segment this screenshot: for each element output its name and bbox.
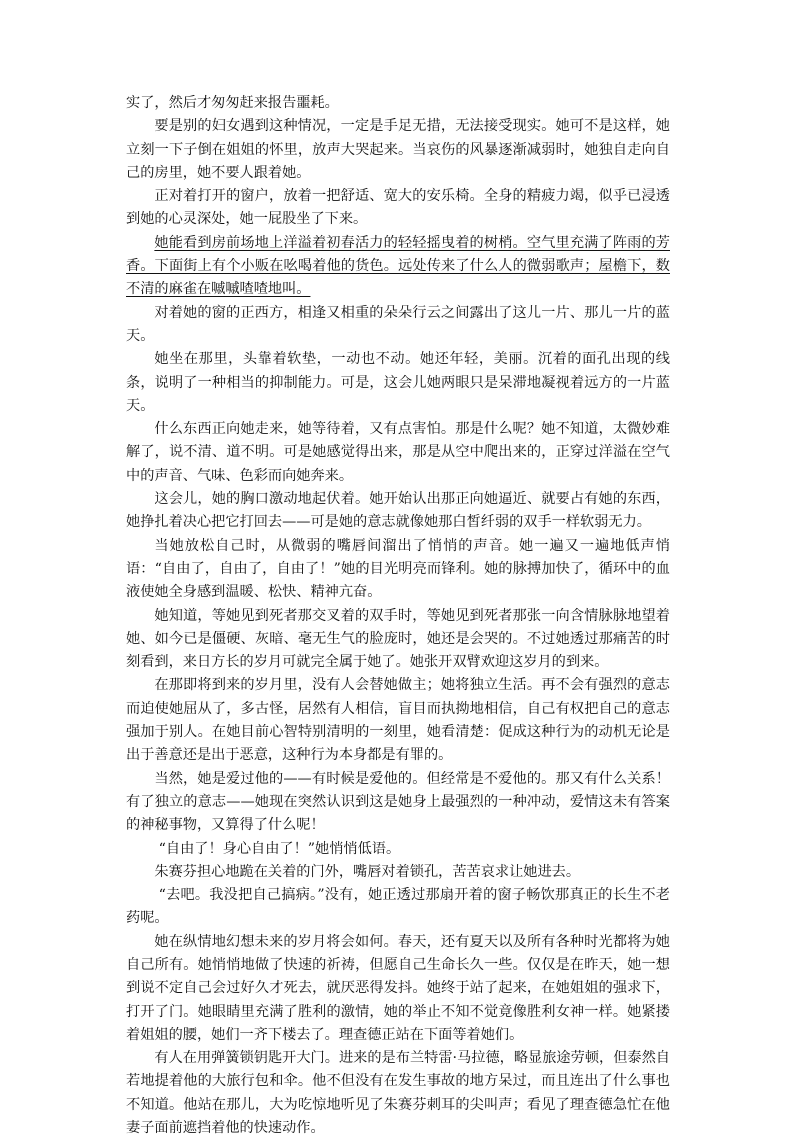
paragraph-4-underlined: 她能看到房前场地上洋溢着初春活力的轻轻摇曳着的树梢。空气里充满了阵雨的芳香。下面街上有个小贩在吆喝着他的货色。远处传来了什么人的微弱歌声；屋檐下，数不清的麻雀在嘁嘁喳喳地叫。 [126, 234, 670, 298]
paragraph-16: 她在纵情地幻想未来的岁月将会如何。春天，还有夏天以及所有各种时光都将为她自己所有。她悄悄地做了快速的祈祷，但愿自己生命长久一些。仅仅是在昨天，她一想到说不定自己会过好久才死去，就厌恶得发抖。她终于站了起来，在她姐姐的强求下，打开了门。她眼睛里充满了胜利的激情，她的举止不知不觉竟像胜利女神一样。她紧搂着姐姐的腰，她们一齐下楼去了。理查德正站在下面等着她们。 [126, 933, 670, 1043]
paragraph-6: 她坐在那里，头靠着软垫，一动也不动。她还年轻，美丽。沉着的面孔出现的线条，说明了一种相当的抑制能力。可是，这会儿她两眼只是呆滞地凝视着远方的一片蓝天。 [126, 351, 670, 414]
paragraph-8: 这会儿，她的胸口激动地起伏着。她开始认出那正向她逼近、就要占有她的东西，她挣扎着决心把它打回去——可是她的意志就像她那白皙纤弱的双手一样软弱无力。 [126, 491, 670, 531]
paragraph-13: “自由了！身心自由了！”她悄悄低语。 [158, 840, 401, 857]
paragraph-17: 有人在用弹簧锁钥匙开大门。进来的是布兰特雷·马拉德，略显旅途劳顿，但泰然自若地提着他的大旅行包和伞。他不但没有在发生事故的地方呆过，而且连出了什么事也不知道。他站在那儿，大为吃惊地听见了朱赛芬刺耳的尖叫声；看见了理查德急忙在他妻子面前遮挡着他的快速动作。 [126, 1050, 670, 1137]
paragraph-2: 要是别的妇女遇到这种情况，一定是手足无措，无法接受现实。她可不是这样，她立刻一下子倒在姐姐的怀里，放声大哭起来。当哀伤的风暴逐渐减弱时，她独自走向自己的房里，她不要人跟着她。 [126, 118, 670, 181]
paragraph-5: 对着她的窗的正西方，相逢又相重的朵朵行云之间露出了这儿一片、那儿一片的蓝天。 [126, 304, 670, 344]
paragraph-15: “去吧。我没把自己搞病。”没有，她正透过那扇开着的窗子畅饮那真正的长生不老药呢。 [126, 887, 670, 927]
paragraph-10: 她知道，等她见到死者那交叉着的双手时，等她见到死者那张一向含情脉脉地望着她、如今已是僵硬、灰暗、毫无生气的脸庞时，她还是会哭的。不过她透过那痛苦的时刻看到，来日方长的岁月可就完全属于她了。她张开双臂欢迎这岁月的到来。 [126, 607, 670, 671]
paragraph-3: 正对着打开的窗户，放着一把舒适、宽大的安乐椅。全身的精疲力竭，似乎已浸透到她的心灵深处，她一屁股坐了下来。 [126, 188, 670, 228]
paragraph-7: 什么东西正向她走来，她等待着，又有点害怕。那是什么呢？她不知道，太微妙难解了，说不清、道不明。可是她感觉得出来，那是从空中爬出来的，正穿过洋溢在空气中的声音、气味、色彩而向她奔来。 [126, 421, 670, 484]
paragraph-12: 当然，她是爱过他的——有时候是爱他的。但经常是不爱他的。那又有什么关系！有了独立的意志——她现在突然认识到这是她身上最强烈的一种冲动，爱情这未有答案的神秘事物，又算得了什么呢！ [126, 770, 670, 834]
paragraph-14: 朱赛芬担心地跪在关着的门外，嘴唇对着锁孔，苦苦哀求让她进去。 [154, 863, 581, 880]
paragraph-1: 实了，然后才匆匆赶来报告噩耗。 [126, 95, 339, 111]
paragraph-11: 在那即将到来的岁月里，没有人会替她做主；她将独立生活。再不会有强烈的意志而迫使她屈从了，多古怪，居然有人相信，盲目而执拗地相信，自己有权把自己的意志强加于别人。在她目前心智特别清明的一刻里，她看清楚：促成这种行为的动机无论是出于善意还是出于恶意，这种行为本身都是有罪的。 [126, 677, 670, 764]
document-page [126, 92, 670, 1140]
paragraph-9: 当她放松自己时，从微弱的嘴唇间溜出了悄悄的声音。她一遍又一遍地低声悄语：“自由了，自由了，自由了！”她的目光明亮而锋利。她的脉搏加快了，循环中的血液使她全身感到温暖、松快、精神亢奋。 [126, 537, 670, 601]
